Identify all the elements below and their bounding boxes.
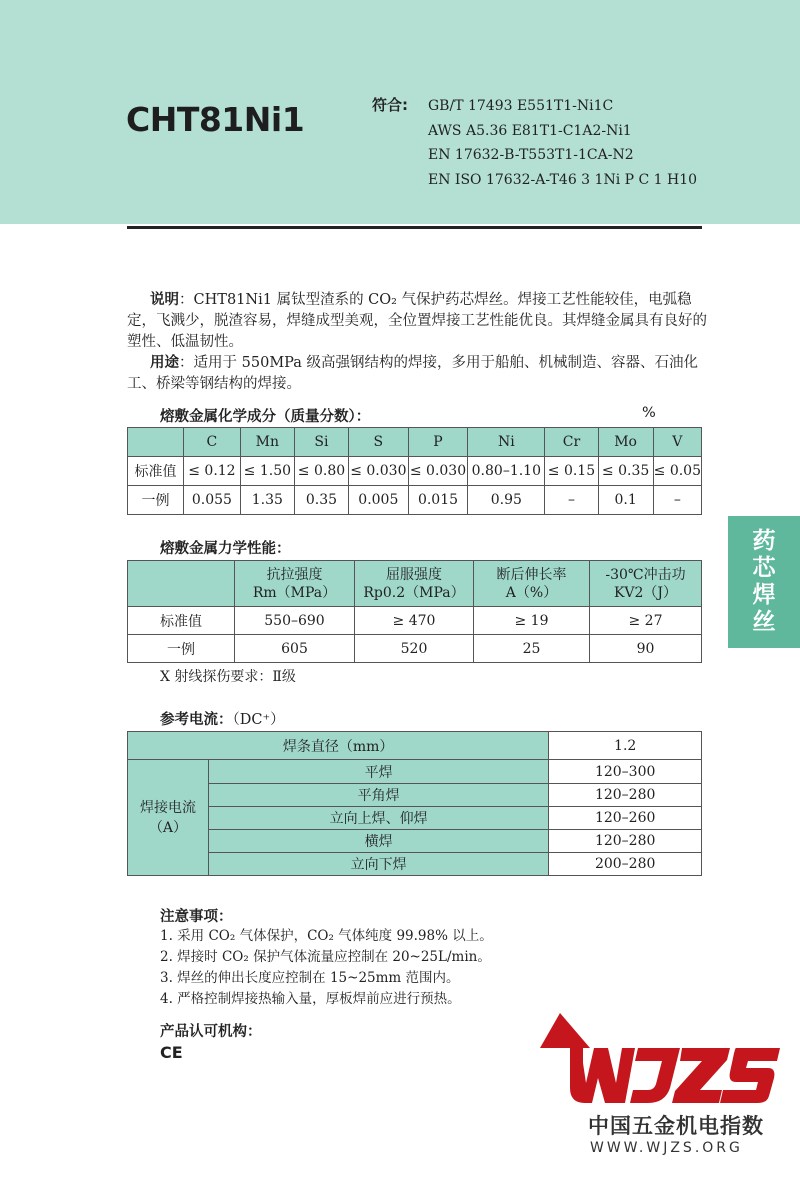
table-header-cell: P	[408, 428, 468, 457]
table-cell: ≤ 0.35	[598, 457, 653, 486]
table-cell: 1.35	[240, 486, 294, 515]
table-header-cell: Mn	[240, 428, 294, 457]
table-header-cell: Cr	[545, 428, 598, 457]
table-header-cell: S	[349, 428, 409, 457]
usage-paragraph: 用途：适用于 550MPa 级高强钢结构的焊接，多用于船舶、机械制造、容器、石油化工、桥梁等钢结构的焊接。	[127, 355, 699, 392]
table-header-cell: 立向上焊、仰焊	[209, 807, 549, 830]
usage-text: 适用于 550MPa 级高强钢结构的焊接，多用于船舶、机械制造、容器、石油化工、桥梁等钢结构的焊接。	[127, 355, 699, 392]
table-row	[128, 486, 702, 515]
table-header-cell: Si	[294, 428, 348, 457]
description-text: CHT81Ni1 属钛型渣系的 CO₂ 气保护药芯焊丝。焊接工艺性能较佳，电弧稳定，飞溅少，脱渣容易，焊缝成型美观，全位置焊接工艺性能优良。其焊缝金属具有良好的塑性、低温韧性。	[127, 292, 707, 350]
table-header-row	[128, 428, 702, 457]
current-note: （DC⁺）	[232, 712, 285, 728]
logo-arrow-icon	[540, 1013, 635, 1103]
table-cell: ≤ 0.05	[653, 457, 701, 486]
watermark-cn: 中国五金机电指数	[588, 1114, 764, 1138]
table-cell: 0.005	[349, 486, 409, 515]
chemical-unit: %	[642, 405, 656, 421]
table-header-cell: 横焊	[209, 830, 549, 853]
table-row	[128, 635, 702, 663]
table-cell: 550–690	[235, 607, 355, 635]
table-cell: 0.1	[598, 486, 653, 515]
table-row	[128, 760, 702, 784]
table-cell: ≤ 0.030	[408, 457, 468, 486]
table-cell: 120–300	[549, 760, 702, 784]
standard-item: EN 17632-B-T553T1-1CA-N2	[428, 147, 634, 163]
standard-item: EN ISO 17632-A-T46 3 1Ni P C 1 H10	[428, 171, 698, 188]
notes-list	[160, 926, 493, 1010]
table-cell: ≤ 0.80	[294, 457, 348, 486]
table-cell: –	[653, 486, 701, 515]
table-cell: 200–280	[549, 853, 702, 876]
table-header-cell: 平焊	[209, 760, 549, 784]
product-title: CHT81Ni1	[126, 100, 305, 139]
table-row	[128, 807, 702, 830]
table-cell: ≤ 1.50	[240, 457, 294, 486]
table-row	[128, 784, 702, 807]
table-cell: 0.055	[184, 486, 241, 515]
side-tab-char: 丝	[752, 609, 776, 635]
table-cell: 25	[474, 635, 590, 663]
table-header-cell: Ni	[468, 428, 545, 457]
logo-z	[672, 1048, 730, 1103]
table-cell: ≤ 0.12	[184, 457, 241, 486]
table-cell: ≥ 27	[590, 607, 702, 635]
table-header-cell: 立向下焊	[209, 853, 549, 876]
side-tab-char: 芯	[752, 555, 776, 581]
table-cell: 90	[590, 635, 702, 663]
table-header-cell: 断后伸长率 A（%）	[474, 561, 590, 607]
table-cell: 120–260	[549, 807, 702, 830]
standard-item: AWS A5.36 E81T1-C1A2-Ni1	[428, 122, 632, 139]
table-cell: –	[545, 486, 598, 515]
standard-item: GB/T 17493 E551T1-Ni1C	[428, 98, 614, 114]
table-header-cell	[128, 561, 235, 607]
table-header-row	[128, 561, 702, 607]
table-cell: 标准值	[128, 457, 184, 486]
side-category-tab	[728, 516, 800, 648]
table-cell: 标准值	[128, 607, 235, 635]
ce-mark: CE	[160, 1043, 183, 1062]
table-header-row	[128, 732, 702, 760]
notes-title: 注意事项：	[160, 909, 233, 925]
table-cell: 一例	[128, 486, 184, 515]
xray-requirement: X 射线探伤要求：Ⅱ级	[160, 669, 296, 685]
table-row	[128, 830, 702, 853]
table-group-cell: 焊接电流 （A）	[128, 760, 209, 876]
table-cell: 0.35	[294, 486, 348, 515]
watermark-url: WWW.WJZS.ORG	[590, 1140, 743, 1156]
standards-list	[428, 94, 697, 192]
mechanical-table	[127, 560, 702, 663]
table-cell: 0.80–1.10	[468, 457, 545, 486]
approval-title: 产品认可机构：	[160, 1024, 262, 1040]
table-cell: 120–280	[549, 830, 702, 853]
table-cell: 520	[355, 635, 474, 663]
standards-label: 符合:	[372, 96, 408, 114]
chemical-table	[127, 427, 702, 515]
table-header-cell: -30℃冲击功 KV2（J）	[590, 561, 702, 607]
table-cell: 1.2	[549, 732, 702, 760]
table-header-cell: V	[653, 428, 701, 457]
note-item: 4. 严格控制焊接热输入量，厚板焊前应进行预热。	[160, 991, 461, 1007]
table-cell: 120–280	[549, 784, 702, 807]
mechanical-section-title: 熔敷金属力学性能：	[160, 541, 291, 557]
table-cell: 0.015	[408, 486, 468, 515]
table-header-cell: 平角焊	[209, 784, 549, 807]
side-tab-char: 药	[752, 528, 776, 554]
table-row	[128, 607, 702, 635]
current-section-title: 参考电流：（DC⁺）	[160, 712, 285, 728]
table-header-cell: Mo	[598, 428, 653, 457]
note-item: 2. 焊接时 CO₂ 保护气体流量应控制在 20~25L/min。	[160, 949, 491, 965]
table-cell: ≥ 19	[474, 607, 590, 635]
table-cell: ≤ 0.15	[545, 457, 598, 486]
table-cell: 0.95	[468, 486, 545, 515]
note-item: 1. 采用 CO₂ 气体保护，CO₂ 气体纯度 99.98% 以上。	[160, 928, 493, 944]
table-cell: 一例	[128, 635, 235, 663]
chemical-section-title: 熔敷金属化学成分（质量分数）：	[160, 409, 371, 425]
table-cell: 605	[235, 635, 355, 663]
logo-j	[630, 1048, 680, 1103]
table-header-cell: 屈服强度 Rp0.2（MPa）	[355, 561, 474, 607]
table-cell: ≥ 470	[355, 607, 474, 635]
description-block	[127, 290, 707, 395]
table-header-cell: C	[184, 428, 241, 457]
note-item: 3. 焊丝的伸出长度应控制在 15~25mm 范围内。	[160, 970, 460, 986]
usage-label: 用途	[150, 355, 180, 371]
title-divider	[127, 226, 702, 229]
table-header-cell	[128, 428, 184, 457]
table-header-cell: 焊条直径（mm）	[128, 732, 549, 760]
logo-s	[720, 1048, 780, 1103]
table-row	[128, 853, 702, 876]
description-paragraph: 说明：CHT81Ni1 属钛型渣系的 CO₂ 气保护药芯焊丝。焊接工艺性能较佳，电弧稳定，飞溅少，脱渣容易，焊缝成型美观，全位置焊接工艺性能优良。其焊缝金属具有良好的塑性、低温韧性。	[127, 292, 707, 350]
table-cell: ≤ 0.030	[349, 457, 409, 486]
current-table	[127, 731, 702, 876]
table-row	[128, 457, 702, 486]
description-label: 说明	[150, 292, 180, 308]
table-header-cell: 抗拉强度 Rm（MPa）	[235, 561, 355, 607]
side-tab-char: 焊	[752, 582, 776, 608]
